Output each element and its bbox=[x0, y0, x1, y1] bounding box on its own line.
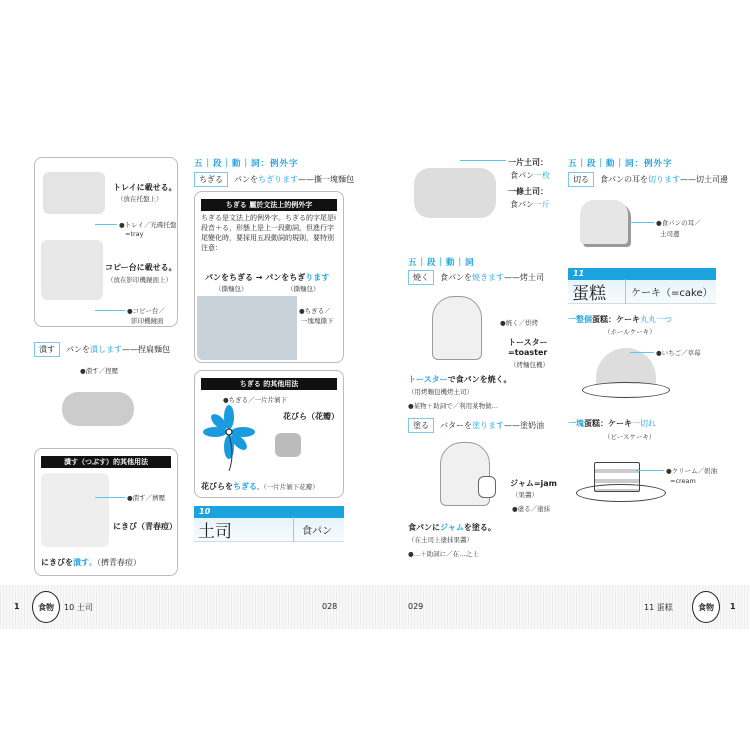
copy-note: ●コピー台／ bbox=[127, 307, 165, 315]
toaster-character-illustration bbox=[432, 296, 482, 360]
section-title: 蛋糕 bbox=[568, 279, 626, 304]
sentence: パンを bbox=[234, 175, 258, 184]
label: 蛋糕：ケーキ bbox=[584, 419, 632, 428]
highlight: トースター bbox=[408, 375, 448, 384]
box-title: ちぎる 屬於文法上的例外字 bbox=[201, 199, 337, 211]
note2: 一塊塊撕下 bbox=[301, 317, 334, 325]
jam-label: ジャム=jam bbox=[510, 479, 558, 488]
loaf-label: 一條土司： bbox=[508, 187, 548, 196]
section-number: 11 bbox=[568, 268, 716, 280]
bread-loaf-illustration bbox=[414, 168, 496, 218]
verb-nuru: 塗る bbox=[408, 418, 434, 433]
example bbox=[41, 557, 141, 568]
hand-illustration bbox=[275, 433, 301, 457]
chigiru-exception-box bbox=[194, 191, 344, 363]
whole-cake-trans: （ホールケーキ） bbox=[604, 328, 656, 336]
sentence: パンを bbox=[66, 345, 90, 354]
tray-title-text: トレイに載せる。 bbox=[113, 183, 177, 192]
sentence: 食パンの耳を bbox=[600, 175, 648, 184]
tray-illustration-box bbox=[34, 157, 178, 327]
page-number-left: 028 bbox=[322, 602, 338, 611]
ex1: パンをちぎる bbox=[205, 273, 253, 282]
one-slice-value bbox=[510, 170, 550, 181]
kiru-heading: 五｜段｜動｜詞：例外字 bbox=[568, 159, 673, 169]
highlight: 潰す bbox=[73, 558, 89, 567]
nuru-grammar: ●…＋助詞に／在…之上 bbox=[408, 550, 479, 558]
piece-cake-label bbox=[568, 418, 656, 429]
highlight: 一整個 bbox=[568, 315, 592, 324]
arrow: → bbox=[255, 273, 263, 282]
yaku-grammar: ●某物＋助詞で／利用某物做… bbox=[408, 402, 499, 410]
section-label-right: 11 蛋糕 bbox=[644, 603, 673, 612]
nuru-row bbox=[408, 418, 544, 433]
highlight: 一斤 bbox=[534, 200, 550, 209]
chapter-badge-right: 食物 bbox=[692, 591, 720, 623]
chapter-badge-left: 食物 bbox=[32, 591, 60, 623]
section-alt: ケーキ（=cake） bbox=[631, 288, 713, 299]
highlight: ちぎります bbox=[258, 175, 298, 184]
tsubusu-usage-box bbox=[34, 448, 178, 576]
flower-icon bbox=[201, 405, 271, 475]
yaku-row bbox=[408, 270, 544, 285]
sentence-b: を塗る。 bbox=[463, 523, 496, 532]
yaku-note: ●焼く／烘烤 bbox=[500, 319, 539, 327]
section-header-10 bbox=[194, 506, 344, 542]
jp: 食パン bbox=[510, 171, 534, 180]
section-number: 10 bbox=[194, 506, 344, 518]
jp: 食パン bbox=[510, 200, 534, 209]
translation: ——撕一塊麵包 bbox=[298, 175, 354, 184]
verb-chigiru: ちぎる bbox=[194, 172, 228, 187]
highlight: 切ります bbox=[648, 175, 680, 184]
highlight: 塗ります bbox=[472, 421, 504, 430]
highlight: ジャム bbox=[440, 523, 464, 532]
sentence: で食パンを焼く。 bbox=[447, 375, 512, 384]
tearing-bread-photo bbox=[197, 296, 297, 360]
copy-note2: 影印機鏡面 bbox=[131, 317, 164, 325]
note: ●ちぎる／一片片剝下 bbox=[223, 396, 288, 404]
tray-title bbox=[113, 182, 177, 193]
label: 蛋糕：ケーキ bbox=[592, 315, 640, 324]
tray-note: ●トレイ／光碟托盤 bbox=[119, 221, 177, 229]
example-conversion bbox=[205, 272, 329, 283]
copy-title: コピー台に載せる。 bbox=[105, 263, 177, 272]
sentence-a: 食パンに bbox=[408, 523, 440, 532]
tray-note2: =tray bbox=[125, 230, 144, 238]
chigiru-usage-box bbox=[194, 370, 344, 498]
whole-cake-label bbox=[568, 314, 672, 325]
jam-trans: （果醬） bbox=[512, 491, 538, 499]
translation: 。（一片片剝下花瓣） bbox=[257, 483, 319, 491]
verb-yaku: 焼く bbox=[408, 270, 434, 285]
highlight: 潰します bbox=[90, 345, 122, 354]
tsubusu-note: ●潰す／捏壓 bbox=[80, 367, 119, 375]
verb-kiru: 切る bbox=[568, 172, 594, 187]
chapter-number-left: 1 bbox=[14, 602, 20, 611]
translation: ——塗奶油 bbox=[504, 421, 544, 430]
translation: ——捏扁麵包 bbox=[122, 345, 170, 354]
copier-illustration bbox=[41, 240, 103, 300]
sentence: バターを bbox=[440, 421, 472, 430]
note: ●潰す／擠壓 bbox=[127, 494, 166, 502]
chigiru-row bbox=[194, 172, 354, 187]
verb-tsubusu: 潰す bbox=[34, 342, 60, 357]
nuru-note: ●塗る／塗抹 bbox=[512, 505, 551, 513]
ex2-highlight: ります bbox=[305, 273, 330, 282]
copy-trans: （放在影印機鏡面上） bbox=[107, 276, 172, 284]
label: 花びら（花瓣） bbox=[283, 412, 339, 421]
toaster-en: =toaster bbox=[508, 348, 548, 357]
yaku-heading: 五｜段｜動｜詞 bbox=[408, 258, 475, 268]
value: 一切れ bbox=[632, 419, 656, 428]
bread-slice-illustration bbox=[580, 200, 628, 244]
kiru-note2: 土司邊 bbox=[660, 230, 680, 238]
page-number-right: 029 bbox=[408, 602, 424, 611]
label: にきび（青春痘） bbox=[113, 522, 177, 531]
jam-jar-illustration bbox=[478, 476, 496, 498]
translation: ——烤土司 bbox=[504, 273, 544, 282]
translation: 。（擠青春痘） bbox=[89, 558, 141, 567]
chapter-number-right: 1 bbox=[730, 602, 736, 611]
loaf-value bbox=[510, 199, 550, 210]
highlight: 一枚 bbox=[534, 171, 550, 180]
toaster-trans: （烤麵包機） bbox=[510, 361, 549, 369]
ex2-trans: （撕麵包） bbox=[287, 285, 320, 293]
example bbox=[201, 481, 319, 492]
yaku-example-trans: （用烤麵包機烤土司） bbox=[408, 388, 473, 396]
ex1-trans: （撕麵包） bbox=[215, 285, 248, 293]
nuru-example bbox=[408, 522, 496, 533]
box-title: 潰す（つぶす）的其他用法 bbox=[41, 456, 171, 468]
highlight: ちぎる bbox=[233, 482, 257, 491]
piece-cake-note: ●クリーム／奶油 bbox=[666, 467, 718, 475]
tray-trans: （放在托盤上） bbox=[117, 195, 163, 203]
note: ●ちぎる／ bbox=[299, 307, 331, 315]
value: 丸丸一つ bbox=[640, 315, 672, 324]
piece-cake-note2: =cream bbox=[670, 477, 696, 485]
explanation: ちぎる是文法上的例外字。ちぎる的字尾是i段音＋る，形態上是上一段動詞，但進行字尾變化時，要採用五段動詞的規則，要特別注意： bbox=[201, 214, 336, 252]
yaku-example bbox=[408, 374, 511, 385]
piece-cake-trans: （ピースケーキ） bbox=[604, 433, 656, 441]
sentence: 食パンを bbox=[440, 273, 472, 282]
section-header-11 bbox=[568, 268, 716, 304]
one-slice-label: 一片土司： bbox=[508, 158, 548, 167]
whole-cake-note: ●いちご／草莓 bbox=[656, 349, 701, 357]
page-footer bbox=[0, 585, 750, 629]
box-title: ちぎる 的其他用法 bbox=[201, 378, 337, 390]
kiru-note: ●食パンの耳／ bbox=[656, 219, 701, 227]
face-illustration bbox=[41, 473, 109, 547]
ex2: パンをちぎ bbox=[265, 273, 306, 282]
highlight: 一塊 bbox=[568, 419, 584, 428]
toaster-label: トースター bbox=[508, 338, 548, 347]
section-alt: 食パン bbox=[302, 526, 332, 537]
sentence: 花びらを bbox=[201, 482, 233, 491]
chigiru-heading: 五｜段｜動｜詞：例外字 bbox=[194, 159, 299, 169]
plate-illustration bbox=[582, 382, 670, 398]
tray-illustration bbox=[43, 172, 105, 214]
plate-illustration-2 bbox=[576, 484, 666, 502]
section-title: 土司 bbox=[194, 517, 294, 542]
sentence: にきびを bbox=[41, 558, 73, 567]
kiru-row bbox=[568, 172, 728, 187]
highlight: 焼きます bbox=[472, 273, 504, 282]
translation: ——切土司邊 bbox=[680, 175, 728, 184]
tsubusu-row bbox=[34, 342, 170, 357]
section-label-left: 10 土司 bbox=[64, 603, 93, 612]
bread-squash-illustration bbox=[62, 392, 134, 426]
nuru-example-trans: （在土司上塗抹果醬） bbox=[408, 536, 473, 544]
